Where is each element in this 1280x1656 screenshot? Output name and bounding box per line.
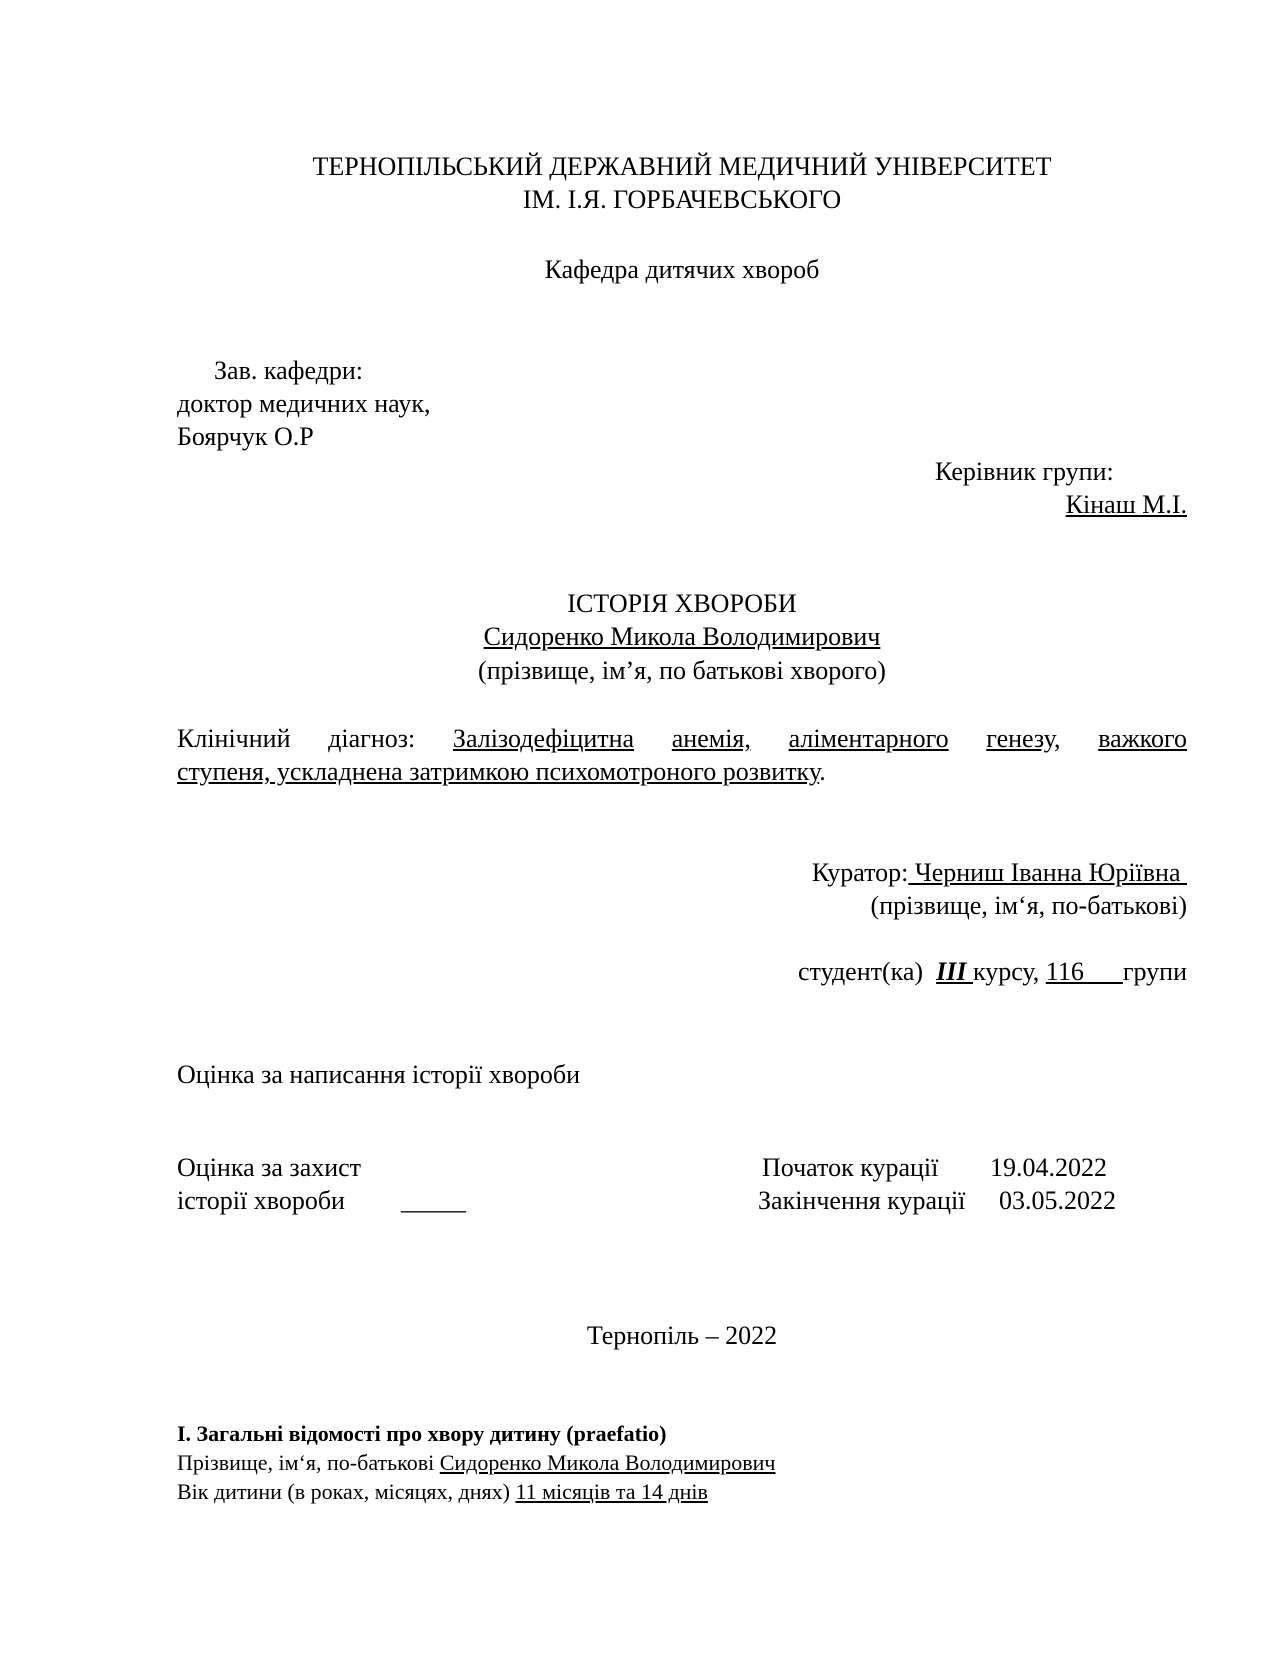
grade-defense-label-line1: Оцінка за захист — [177, 1153, 362, 1182]
student-line — [798, 956, 1187, 988]
curator-line — [812, 857, 1187, 889]
diagnosis-word: аліментарного — [788, 724, 949, 753]
grade-defense-blank: _____ — [401, 1186, 466, 1215]
diagnosis-end: . — [819, 757, 826, 786]
university-name-line1: ТЕРНОПІЛЬСЬКИЙ ДЕРЖАВНИЙ МЕДИЧНИЙ УНІВЕРСИТЕТ — [312, 152, 1052, 181]
curator-hint: (прізвище, ім‘я, по-батькові) — [870, 891, 1187, 920]
head-of-department-label: Зав. кафедри: — [214, 356, 364, 385]
section1-age-value: 11 місяців та 14 днів — [515, 1479, 708, 1504]
head-of-department-degree: доктор медичних наук, — [177, 389, 431, 418]
group-leader-label: Керівник групи: — [935, 457, 1114, 486]
diagnosis-word: Залізодефіцитна — [452, 724, 635, 753]
student-group: 116 — [1045, 957, 1123, 986]
patient-name-line — [0, 621, 1280, 653]
diagnosis-line2 — [177, 755, 1187, 788]
curation-end-date: 03.05.2022 — [999, 1186, 1116, 1215]
student-course-suffix: курсу, — [972, 957, 1040, 986]
section1-name-row — [177, 1449, 775, 1477]
diagnosis-word: генезу, — [986, 724, 1061, 753]
grade-defense-label-line2: історії хвороби — [177, 1186, 345, 1215]
section1-age-row — [177, 1478, 708, 1506]
curator-name: Черниш Іванна Юріївна — [908, 858, 1187, 887]
curator-label: Куратор: — [811, 858, 909, 887]
department-name: Кафедра дитячих хвороб — [544, 255, 820, 284]
diagnosis-label-word2: діагноз: — [328, 724, 416, 753]
curation-start-date: 19.04.2022 — [990, 1153, 1107, 1182]
curation-end-label: Закінчення курації — [758, 1186, 966, 1215]
section1-age-label: Вік дитини (в роках, місяцях, днях) — [177, 1479, 510, 1504]
patient-name: Сидоренко Микола Володимирович — [483, 622, 881, 651]
curation-start-label: Початок курації — [762, 1153, 939, 1182]
section1-name-value: Сидоренко Микола Володимирович — [439, 1450, 776, 1475]
head-of-department-name: Боярчук О.Р — [177, 422, 314, 451]
student-group-suffix: групи — [1122, 957, 1187, 986]
patient-name-hint: (прізвище, ім’я, по батькові хворого) — [478, 656, 886, 685]
document-title: ІСТОРІЯ ХВОРОБИ — [567, 589, 797, 618]
diagnosis-text-line2: ступеня, ускладнена затримкою психомотроного розвитку — [177, 757, 820, 786]
group-leader-name: Кінаш М.І. — [1065, 490, 1187, 519]
diagnosis-word: важкого — [1098, 724, 1187, 753]
grade-writing-label: Оцінка за написання історії хвороби — [177, 1060, 581, 1089]
section1-name-label: Прізвище, ім‘я, по-батькові — [177, 1450, 435, 1475]
student-prefix: студент(ка) — [798, 957, 924, 986]
university-name-line2: ІМ. І.Я. ГОРБАЧЕВСЬКОГО — [522, 185, 842, 214]
diagnosis-word: анемія, — [671, 724, 751, 753]
section1-title: I. Загальні відомості про хвору дитину (praefatio) — [177, 1421, 667, 1446]
student-course: ІІІ — [936, 957, 973, 986]
clinical-diagnosis — [177, 722, 1187, 788]
city-year: Тернопіль – 2022 — [586, 1321, 778, 1350]
diagnosis-label-word1: Клінічний — [177, 724, 291, 753]
diagnosis-line1 — [177, 722, 1187, 755]
